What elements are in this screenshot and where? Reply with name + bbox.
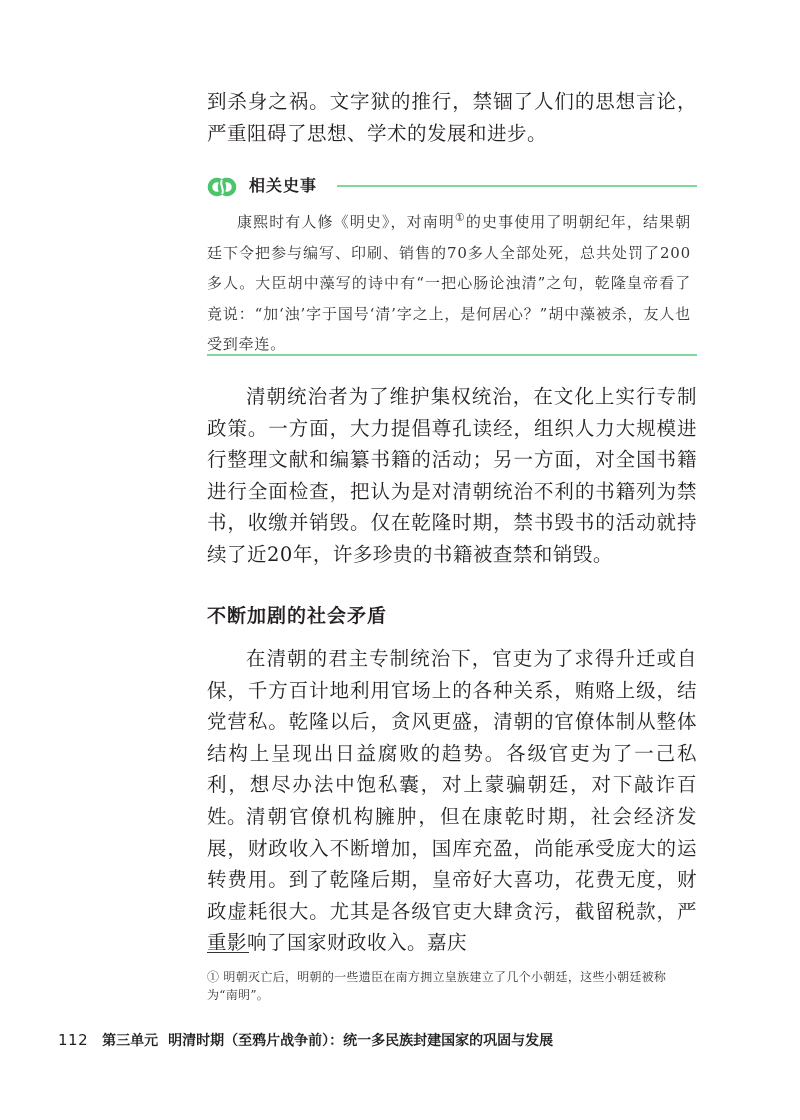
page-number: 112 (58, 1031, 89, 1049)
footnote-divider (207, 952, 249, 953)
sidebar-top-rule (337, 185, 697, 187)
sidebar-bottom-rule (207, 354, 697, 356)
sidebar-text (207, 203, 691, 360)
section-heading: 不断加剧的社会矛盾 (207, 605, 388, 627)
footnote: ① 明朝灭亡后，明朝的一些遗臣在南方拥立皇族建立了几个小朝廷，这些小朝廷被称为“南明”。 (207, 970, 667, 1002)
paragraph-finance: 清朝官僚机构臃肿，但在康乾时期，社会经济发展，财政收入不断增加，国库充盈，尚能承受庞大的运转费用。到了乾隆后期，皇帝好大喜功，花费无度，财政虚耗很大。尤其是各级官吏大肆贪污，截留税款，严重影响了国家财政收入。嘉庆 (207, 805, 697, 954)
sidebar-header (207, 172, 697, 202)
sidebar-title: 相关史事 (249, 176, 318, 195)
paragraph-continuation: 到杀身之祸。文字狱的推行，禁锢了人们的思想言论，严重阻碍了思想、学术的发展和进步。 (207, 90, 697, 145)
unit-label: 第三单元 (102, 1033, 159, 1049)
chapter-title: 明清时期（至鸦片战争前）：统一多民族封建国家的巩固与发展 (168, 1033, 554, 1049)
related-history-icon (207, 172, 237, 202)
sidebar-text-part1: 康熙时有人修《明史》，对南明 (237, 213, 455, 231)
sidebar-text-part2: 的史事使用了明朝纪年，结果朝廷下令把参与编写、印刷、销售的70多人全部处死，总共处罚了200多人。大臣胡中藻写的诗中有“一把心肠论浊清”之句，乾隆皇帝看了竟说：“加‘浊’字于国号‘清’字之上，是何居心？”胡中藻被杀，友人也受到牵连。 (207, 213, 692, 353)
paragraph-cultural-policy: 清朝统治者为了维护集权统治，在文化上实行专制政策。一方面，大力提倡尊孔读经，组织人力大规模进行整理文献和编纂书籍的活动；另一方面，对全国书籍进行全面检查，把认为是对清朝统治不利的书籍列为禁书，收缴并销毁。仅在乾隆时期，禁书毁书的活动就持续了近20年，许多珍贵的书籍被查禁和销毁。 (207, 385, 697, 566)
paragraph-corruption: 在清朝的君主专制统治下，官吏为了求得升迁或自保，千方百计地利用官场上的各种关系，贿赂上级，结党营私。乾隆以后，贪风更盛，清朝的官僚体制从整体结构上呈现出日益腐败的趋势。各级官吏为了一己私利，想尽办法中饱私囊，对上蒙骗朝廷，对下敲诈百姓。 (207, 647, 697, 828)
footnote-marker: ① (454, 211, 466, 224)
page-footer (58, 1030, 553, 1051)
